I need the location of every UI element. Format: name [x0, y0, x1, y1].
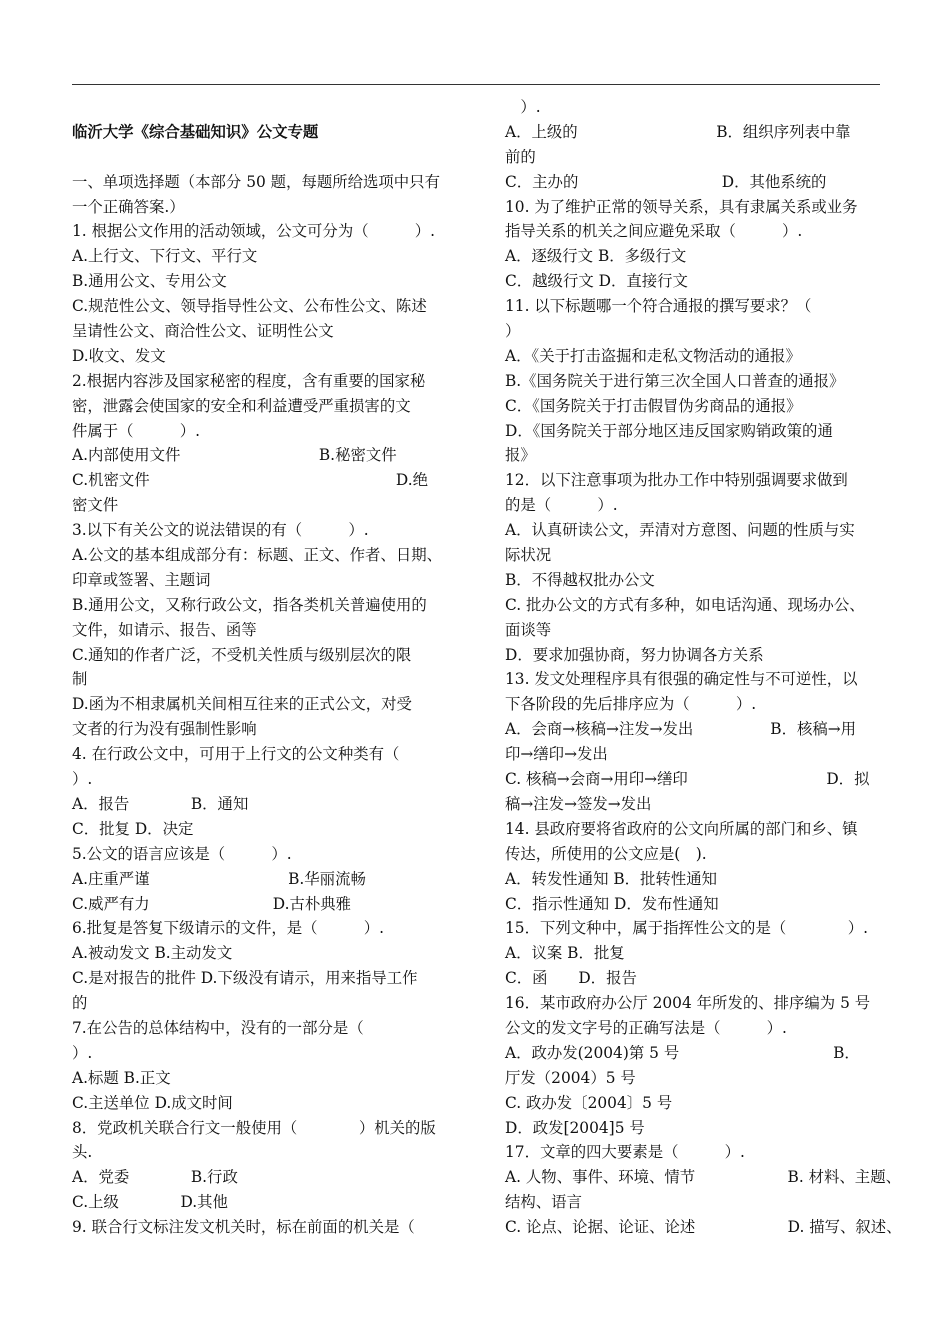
left-line: C．批复 D．决定 [72, 819, 194, 838]
left-line: 头. [72, 1143, 93, 1162]
left-line: 6.批复是答复下级请示的文件，是（ ）. [72, 919, 384, 938]
left-line: 8．党政机关联合行文一般使用（ ）机关的版 [72, 1118, 436, 1137]
left-line: 9. 联合行文标注发文机关时，标在前面的机关是（ [72, 1218, 415, 1237]
left-line: 密，泄露会使国家的安全和利益遭受严重损害的文 [72, 396, 411, 415]
right-line: C．《国务院关于打击假冒伪劣商品的通报》 [505, 396, 802, 415]
document-title: 临沂大学《综合基础知识》公文专题 [72, 122, 319, 141]
left-line: A.被动发文 B.主动发文 [72, 944, 233, 963]
left-line [72, 95, 448, 120]
right-line: A．会商→核稿→注发→发出 B．核稿→用 [505, 720, 857, 739]
left-line: 件属于（ ）. [72, 421, 201, 440]
right-line: A．转发性通知 B．批转性通知 [505, 869, 718, 888]
left-line: D.函为不相隶属机关间相互往来的正式公文，对受 [72, 695, 412, 714]
right-line: 稿→注发→签发→发出 [505, 794, 652, 813]
right-line: C．主办的 D．其他系统的 [505, 172, 827, 191]
right-line: 16．某市政府办公厅 2004 年所发的、排序编为 5 号 [505, 994, 871, 1013]
right-line: C. 政办发〔2004〕5 号 [505, 1093, 673, 1112]
left-line: A．党委 B.行政 [72, 1168, 238, 1187]
left-line: ）. [72, 770, 93, 789]
right-line: 指导关系的机关之间应避免采取（ ）. [505, 222, 803, 241]
left-line: 文件，如请示、报告、函等 [72, 620, 257, 639]
left-line: A.公文的基本组成部分有：标题、正文、作者、日期、 [72, 546, 442, 565]
right-column [505, 95, 902, 1240]
left-line: C.是对报告的批件 D.下级没有请示，用来指导工作 [72, 969, 418, 988]
right-line: 面谈等 [505, 620, 552, 639]
left-line: C.上级 D.其他 [72, 1193, 228, 1212]
left-column [72, 95, 448, 1240]
left-line: 印章或签署、主题词 [72, 570, 211, 589]
right-line: 15．下列文种中，属于指挥性公文的是（ ）. [505, 919, 869, 938]
left-line: B.通用公文，又称行政公文，指各类机关普遍使用的 [72, 595, 427, 614]
right-line: 厅发（2004）5 号 [505, 1068, 636, 1087]
right-line: C. 论点、论据、论证、论述 D. 描写、叙述、 [505, 1218, 902, 1237]
left-line: A.标题 B.正文 [72, 1068, 171, 1087]
left-line: ）. [72, 1043, 93, 1062]
left-line: B.通用公文、专用公文 [72, 272, 227, 291]
left-line: 7.在公告的总体结构中，没有的一部分是（ [72, 1018, 364, 1037]
right-line: 12．以下注意事项为批办工作中特别强调要求做到 [505, 471, 848, 490]
left-line: 3.以下有关公文的说法错误的有（ ）. [72, 521, 369, 540]
left-line: 文者的行为没有强制性影响 [72, 720, 257, 739]
left-line: 4. 在行政公文中，可用于上行文的公文种类有（ [72, 745, 400, 764]
right-line: A．上级的 B．组织序列表中靠 [505, 122, 851, 141]
right-line: 的是（ ）. [505, 496, 618, 515]
right-line: 报》 [505, 446, 536, 465]
right-line: C．指示性通知 D．发布性通知 [505, 894, 719, 913]
left-line: C.通知的作者广泛，不受机关性质与级别层次的限 [72, 645, 412, 664]
left-line [72, 145, 448, 170]
right-line: D．要求加强协商，努力协调各方关系 [505, 645, 764, 664]
right-line: A．政办发(2004)第 5 号 B． [505, 1043, 860, 1062]
right-line: 11. 以下标题哪一个符合通报的撰写要求？（ [505, 297, 812, 316]
right-line: C．越级行文 D．直接行文 [505, 272, 688, 291]
left-line: 2.根据内容涉及国家秘密的程度，含有重要的国家秘 [72, 371, 426, 390]
left-line: C.威严有力 D.古朴典雅 [72, 894, 352, 913]
left-line: 制 [72, 670, 88, 689]
right-line: 前的 [505, 147, 536, 166]
right-line: A．认真研读公文，弄清对方意图、问题的性质与实 [505, 521, 855, 540]
right-line: B.《国务院关于进行第三次全国人口普查的通报》 [505, 371, 845, 390]
left-line: 一个正确答案.） [72, 197, 185, 216]
left-line: 1. 根据公文作用的活动领域，公文可分为（ ）. [72, 222, 436, 241]
right-line: 17．文章的四大要素是（ ）. [505, 1143, 745, 1162]
left-line: D.收文、发文 [72, 346, 166, 365]
left-line: 密文件 [72, 496, 119, 515]
right-line: 际状况 [505, 546, 552, 565]
header-rule [72, 84, 880, 85]
right-line: B．不得越权批办公文 [505, 570, 655, 589]
right-line: ）. [505, 98, 541, 116]
right-line: C. 核稿→会商→用印→缮印 D．拟 [505, 770, 870, 789]
left-line: 呈请性公文、商洽性公文、证明性公文 [72, 322, 334, 341]
left-line: C.主送单位 D.成文时间 [72, 1093, 233, 1112]
left-line: A.内部使用文件 B.秘密文件 [72, 446, 397, 465]
left-line: A.上行文、下行文、平行文 [72, 247, 258, 266]
left-line: C.规范性公文、领导指导性公文、公布性公文、陈述 [72, 297, 427, 316]
right-line: 13. 发文处理程序具有很强的确定性与不可逆性，以 [505, 670, 858, 689]
left-line: A．报告 B．通知 [72, 794, 249, 813]
right-line: 印→缮印→发出 [505, 745, 608, 764]
left-line: A.庄重严谨 B.华丽流畅 [72, 869, 366, 888]
left-line: 一、单项选择题（本部分 50 题，每题所给选项中只有 [72, 172, 440, 191]
right-line: C．函 D．报告 [505, 969, 637, 988]
left-line: 5.公文的语言应该是（ ）. [72, 844, 292, 863]
right-line: 10. 为了维护正常的领导关系，具有隶属关系或业务 [505, 197, 858, 216]
left-line: C.机密文件 D.绝 [72, 471, 429, 490]
right-line: A．《关于打击盗掘和走私文物活动的通报》 [505, 346, 801, 365]
right-line: A．议案 B．批复 [505, 944, 625, 963]
right-line: D．《国务院关于部分地区违反国家购销政策的通 [505, 421, 833, 440]
right-line: ） [505, 322, 521, 341]
right-line: C. 批办公文的方式有多种，如电话沟通、现场办公、 [505, 595, 865, 614]
right-line: 14. 县政府要将省政府的公文向所属的部门和乡、镇 [505, 819, 858, 838]
right-line: 结构、语言 [505, 1193, 582, 1212]
right-line: 公文的发文字号的正确写法是（ ）. [505, 1018, 787, 1037]
left-line: 的 [72, 994, 88, 1013]
right-line: A．逐级行文 B．多级行文 [505, 247, 687, 266]
right-line: 传达，所使用的公文应是( ). [505, 844, 707, 863]
right-line: A. 人物、事件、环境、情节 B. 材料、主题、 [505, 1168, 901, 1187]
right-line: D．政发[2004]5 号 [505, 1118, 645, 1137]
right-line: 下各阶段的先后排序应为（ ）. [505, 695, 757, 714]
